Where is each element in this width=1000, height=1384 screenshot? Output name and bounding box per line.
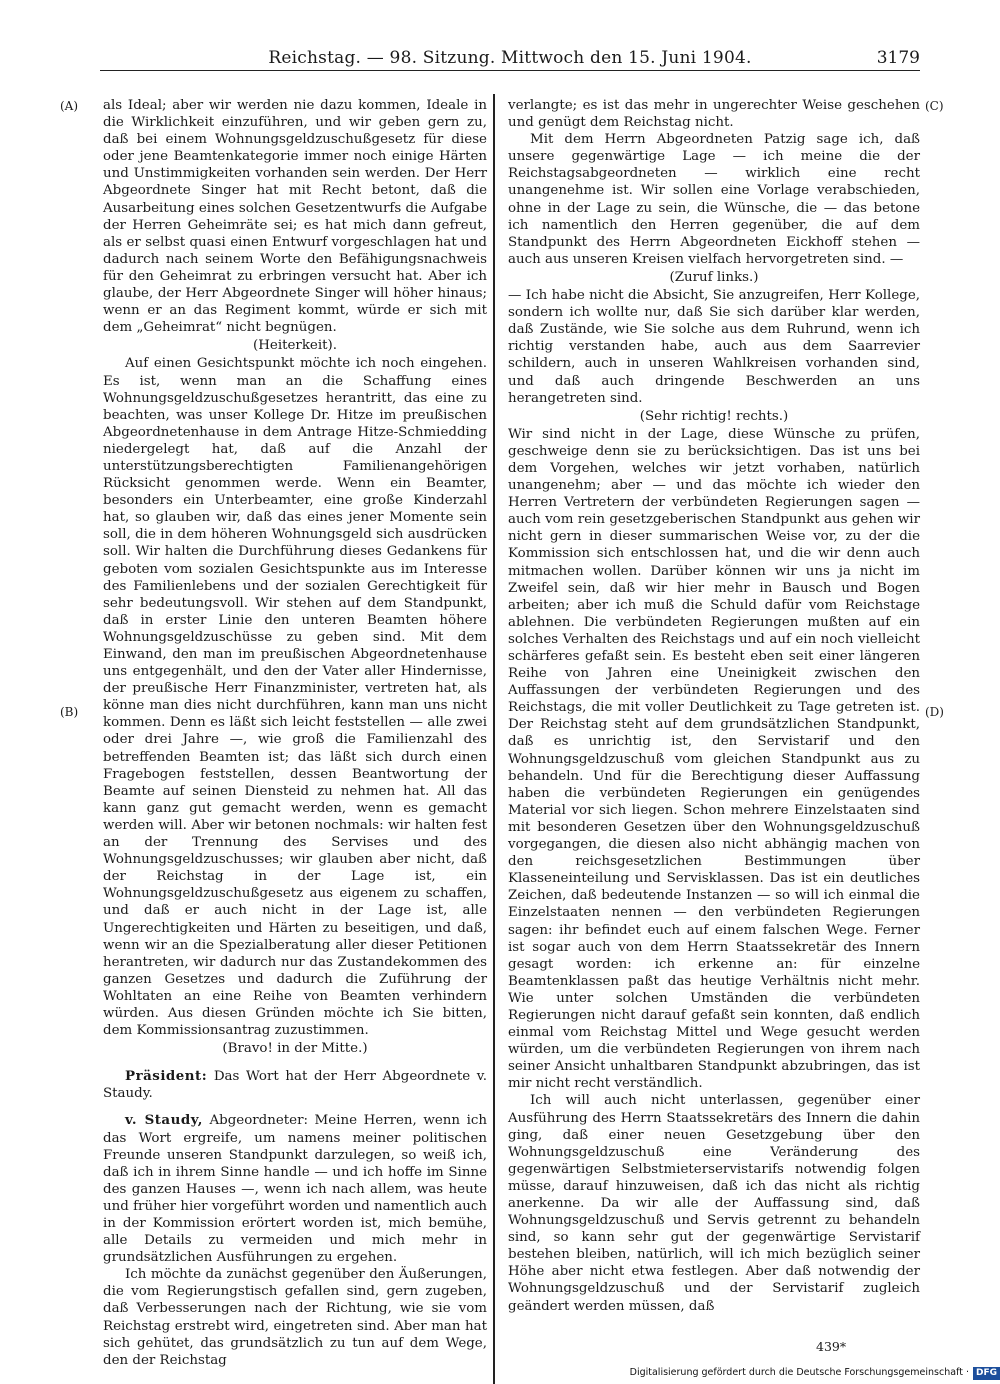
right-column: [508, 97, 920, 1315]
paragraph: Mit dem Herrn Abgeordneten Patzig sage ich, daß unsere gegenwärtige Lage — ich meine die der Reichstagsabgeordneten — wirklich eine recht unangenehme ist. Wir sollen eine Vorlage verabschieden, ohne in der Lage zu sein, die Wünsche, die — das betone ich namentlich den Herren gegenüber, die auf dem Standpunkt des Herrn Abgeordneten Eickhoff stehen — auch aus unseren Kreisen vielfach hervorgetreten sind. —: [508, 132, 920, 267]
dfg-logo: DFG: [973, 1367, 1000, 1380]
margin-marker-c: (C): [925, 99, 944, 113]
footer-text: Digitalisierung gefördert durch die Deutsche Forschungsgemeinschaft ·: [629, 1367, 969, 1378]
margin-marker-a: (A): [60, 99, 79, 113]
speech-opening: [103, 1112, 487, 1266]
column-divider: [493, 94, 495, 1384]
interjection: (Heiterkeit).: [253, 338, 337, 354]
speaker-name: Präsident:: [125, 1068, 208, 1085]
margin-marker-d: (D): [925, 705, 944, 719]
speech-text: Abgeordneter: Meine Herren, wenn ich das Wort ergreife, um namens meiner politischen Freunde unseren Standpunkt darzulegen, so weiß ich, daß ich in ihrem Sinne handle — und ich hoffe im Sinne des ganzen Hauses —, wenn ich nach allem, was heute und früher hier vorgeführt worden und namentlich auch in der Kommission erörtert worden ist, mich bemühe, alle Details zu vermeiden und mich mehr in grundsätzlichen Ausführungen zu ergehen.: [103, 1113, 487, 1266]
paragraph: Ich will auch nicht unterlassen, gegenüber einer Ausführung des Herrn Staatssekretärs des Innern die dahin ging, daß einer neuen Gesetzgebung über den Wohnungsgeldzuschuß eine Veränderung des gegenwärtigen Selbstmieterservistarifs notwendig folgen müsse, darauf hinzuweisen, daß ich das nicht als richtig anerkenne. Da wir alle der Auffassung sind, daß Wohnungsgeldzuschuß und Servis getrennt zu behandeln sind, so kann sehr gut der gegenwärtige Servistarif bestehen bleiben, natürlich, will ich mich bezüglich seiner Höhe aber nicht etwa festlegen. Aber daß notwendig der Wohnungsgeldzuschuß und der Servistarif zugleich geändert werden müssen, daß: [508, 1093, 920, 1314]
left-column: [103, 97, 487, 1369]
statement-text: Das Wort hat der Herr Abgeordnete v. Staudy.: [103, 1069, 487, 1102]
paragraph: Auf einen Gesichtspunkt möchte ich noch eingehen. Es ist, wenn man an die Schaffung eines Wohnungsgeldzuschußgesetzes herantritt, das eine zu beachten, was unser Kollege Dr. Hitze im preußischen Abgeordnetenhause in dem Antrage Hitze-Schmiedding niedergelegt hat, daß auf die Anzahl der unterstützungsberechtigten Familienangehörigen Rücksicht genommen werde. Wenn ein Beamter, besonders ein Unterbeamter, eine große Kinderzahl hat, so glauben wir, daß das eines jener Momente sein soll, die in dem höheren Wohnungsgeld sich ausdrücken soll. Wir halten die Durchführung dieses Gedankens für geboten vom sozialen Gesichtspunkte aus im Interesse des Familienlebens und der sozialen Gerechtigkeit für sehr bedeutungsvoll. Wir stehen auf dem Standpunkt, daß in erster Linie den unteren Beamten höhere Wohnungsgeldzuschüsse zu geben sind. Mit dem Einwand, den man im preußischen Abgeordnetenhause uns entgegenhält, und den der Vater aller Hindernisse, der preußische Herr Finanzminister, vertreten hat, als könne man dies nicht durchführen, kann man uns nicht kommen. Denn es läßt sich leicht feststellen — alle zwei oder drei Jahre —, wie groß die Familienzahl des betreffenden Beamten ist; das läßt sich durch einen Fragebogen feststellen, dessen Beantwortung der Beamte auf seinen Diensteid zu nehmen hat. All das kann ganz gut gemacht werden, wenn es gemacht werden will. Aber wir betonen nochmals: wir halten fest an der Trennung des Servises und des Wohnungsgeldzuschusses; wir glauben aber nicht, daß der Reichstag in der Lage ist, ein Wohnungsgeldzuschußgesetz aus eigenem zu schaffen, und daß er auch nicht in der Lage ist, alle Ungerechtigkeiten und Härten zu beseitigen, und daß, wenn wir an die Spezialberatung aller dieser Petitionen herantreten, wir dadurch nur das Zustandekommen des ganzen Gesetzes und dadurch die Zuführung der Wohltaten an eine Reihe von Beamten verhindern würden. Aus diesen Gründen möchte ich Sie bitten, dem Kommissionsantrag zuzustimmen.: [103, 356, 487, 1039]
page-number: 3179: [876, 48, 920, 68]
footer: [620, 1367, 1000, 1383]
speaker-name: v. Staudy,: [125, 1112, 203, 1129]
interjection: (Sehr richtig! rechts.): [639, 408, 789, 424]
paragraph: — Ich habe nicht die Absicht, Sie anzugreifen, Herr Kollege, sondern ich wollte nur, daß Sie sich darüber klar werden, daß Zustände, wie Sie solche aus dem Ruhrund, wenn ich richtig verstanden habe, auch aus dem Saarrevier schildern, auch in unseren Wahlkreisen vorhanden sind, und daß auch dringende Beschwerden an uns herangetreten sind.: [508, 288, 920, 406]
interjection: (Bravo! in der Mitte.): [222, 1041, 368, 1057]
margin-marker-b: (B): [60, 705, 79, 719]
paragraph: Wir sind nicht in der Lage, diese Wünsche zu prüfen, geschweige denn sie zu berücksichtigen. Das ist uns bei dem Vorgehen, welches wir jetzt vorhaben, natürlich unangenehm; aber — und das möchte ich wieder den Herren Vertretern der verbündeten Regierungen sagen — auch vom rein gesetzgeberischen Standpunkt aus gehen wir nicht gern in dieser summarischen Weise vor, zu der die Kommission sich entschlossen hat, und die wir denn auch mitmachen wollen. Darüber können wir uns ja nicht im Zweifel sein, daß wir hier mehr in Bausch und Bogen arbeiten; aber ich muß die Schuld dafür vom Reichstage ablehnen. Die verbündeten Regierungen mußten auf ein solches Verhalten des Reichstags und auf ein noch vielleicht schärferes gefaßt sein. Es besteht eben seit einer längeren Reihe von Jahren eine Uneinigkeit zwischen den Auffassungen der verbündeten Regierungen und des Reichstags, die mit voller Deutlichkeit zu Tage getreten ist. Der Reichstag steht auf dem grundsätzlichen Standpunkt, daß es unrichtig ist, den Servistarif und den Wohnungsgeldzuschuß vom gleichen Standpunkt aus zu behandeln. Und für die Berechtigung dieser Auffassung haben die verbündeten Regierungen ein genügendes Material vor sich liegen. Schon mehrere Einzelstaaten sind mit besonderen Gesetzen über den Wohnungsgeldzuschuß vorgegangen, die diesen also nicht abhängig machen von den reichsgesetzlichen Bestimmungen über Klasseneinteilung und Servisklassen. Das ist ein deutliches Zeichen, daß bedeutende Instanzen — so will ich einmal die Einzelstaaten nennen — den verbündeten Regierungen sagen: ihr befindet euch auf einem falschen Wege. Ferner ist sogar auch von dem Herrn Staatssekretär des Innern gesagt worden: ich erkenne an: für einzelne Beamtenklassen paßt das heutige Verhältnis nicht mehr. Wie unter solchen Umständen die verbündeten Regierungen nicht darauf gefaßt sein konnten, daß endlich einmal vom Reichstag Mittel und Wege gesucht werden würden, um die verbündeten Regierungen von ihrem nach seiner Ansicht unhaltbaren Standpunkt abzubringen, das ist mir nicht recht verständlich.: [508, 426, 920, 1092]
paragraph: als Ideal; aber wir werden nie dazu kommen, Ideale in die Wirklichkeit einzuführen, und wir geben gern zu, daß bei einem Wohnungsgeldzuschußgesetz für diese oder jene Beamtenkategorie immer noch einige Härten und Unstimmigkeiten vorhanden sein werden. Der Herr Abgeordnete Singer hat mit Recht betont, daß die Ausarbeitung eines solchen Gesetzentwurfs die Aufgabe der Herren Geheimräte sei; es hat mich dann gefreut, als er selbst quasi einen Entwurf vorgeschlagen hat und dadurch nach seinem Worte den Befähigungsnachweis für den Geheimrat zu erbringen versucht hat. Aber ich glaube, der Herr Abgeordnete Singer will höher hinaus; wenn er an das Regiment kommt, würde er sich mit dem „Geheimrat“ nicht begnügen.: [103, 98, 487, 336]
sheet-signature: 439*: [816, 1339, 847, 1354]
president-statement: [103, 1068, 487, 1102]
page-header: [100, 44, 920, 71]
paragraph: verlangte; es ist das mehr in ungerechter Weise geschehen und genügt dem Reichstag nicht.: [508, 98, 920, 131]
interjection: (Zuruf links.): [669, 269, 759, 285]
paragraph: Ich möchte da zunächst gegenüber den Äußerungen, die vom Regierungstisch gefallen sind, gern zugeben, daß Verbesserungen nach der Richtung, wie sie vom Reichstag erstrebt wird, eingetreten sind. Aber man hat sich gehütet, das grundsätzlich zu tun auf dem Wege, den der Reichstag: [103, 1267, 487, 1368]
header-title: Reichstag. — 98. Sitzung. Mittwoch den 15. Juni 1904.: [268, 48, 752, 68]
